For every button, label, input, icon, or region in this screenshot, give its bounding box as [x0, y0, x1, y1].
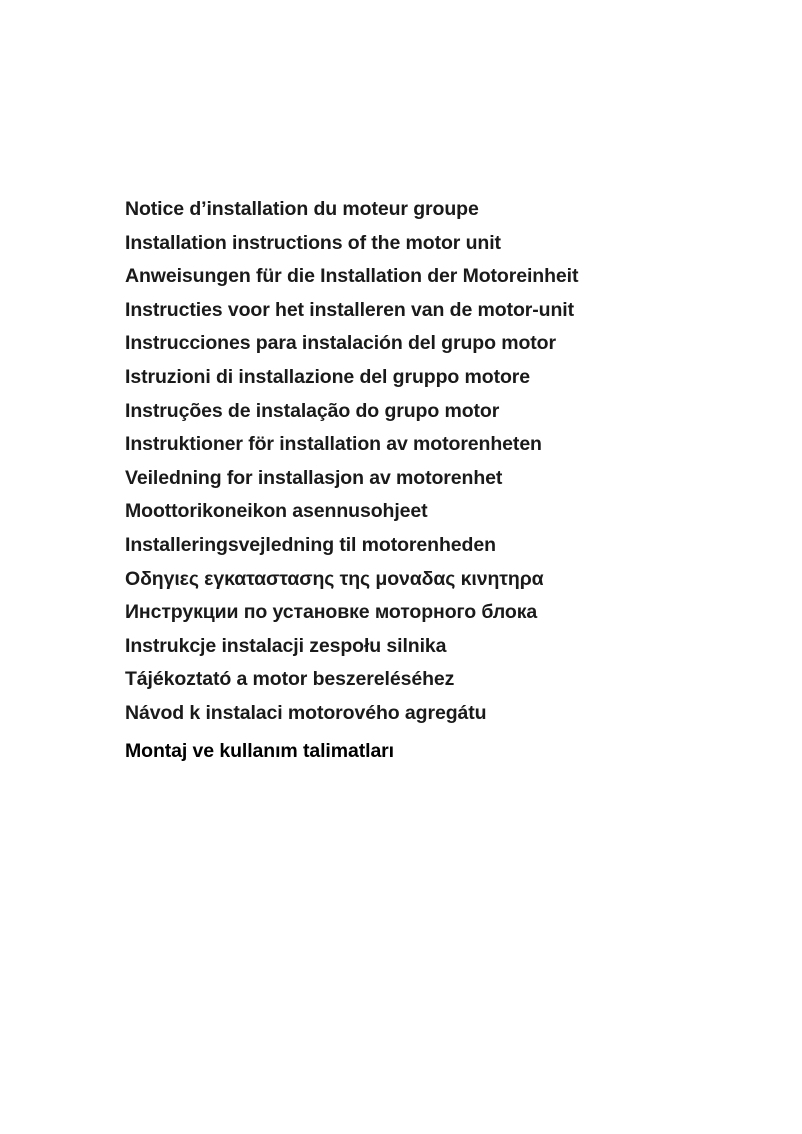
title-russian: Инструкции по установке моторного блока — [125, 601, 538, 624]
title-dutch: Instructies voor het installeren van de motor-unit — [125, 298, 574, 321]
title-turkish: Montaj ve kullanım talimatları — [125, 739, 394, 762]
title-spanish: Instrucciones para instalación del grupo motor — [125, 332, 556, 355]
title-danish: Installeringsvejledning til motorenheden — [125, 533, 496, 556]
title-finnish: Moottorikoneikon asennusohjeet — [125, 500, 428, 523]
title-greek: Οδηγιες εγκαταστασης της μοναδας κινητηρα — [125, 567, 544, 590]
title-hungarian: Tájékoztató a motor beszereléséhez — [125, 668, 455, 691]
title-italian: Istruzioni di installazione del gruppo motore — [125, 365, 531, 388]
multilingual-title-list — [125, 193, 578, 768]
title-french: Notice d’installation du moteur groupe — [125, 198, 479, 220]
title-polish: Instrukcje instalacji zespołu silnika — [125, 634, 447, 657]
title-norwegian: Veiledning for installasjon av motorenhet — [125, 466, 503, 489]
title-czech: Návod k instalaci motorového agregátu — [125, 701, 487, 724]
title-english: Installation instructions of the motor unit — [125, 231, 501, 254]
title-portuguese: Instruções de instalação do grupo motor — [125, 399, 500, 422]
title-swedish: Instruktioner för installation av motorenheten — [125, 433, 542, 456]
title-german: Anweisungen für die Installation der Motoreinheit — [125, 265, 579, 288]
